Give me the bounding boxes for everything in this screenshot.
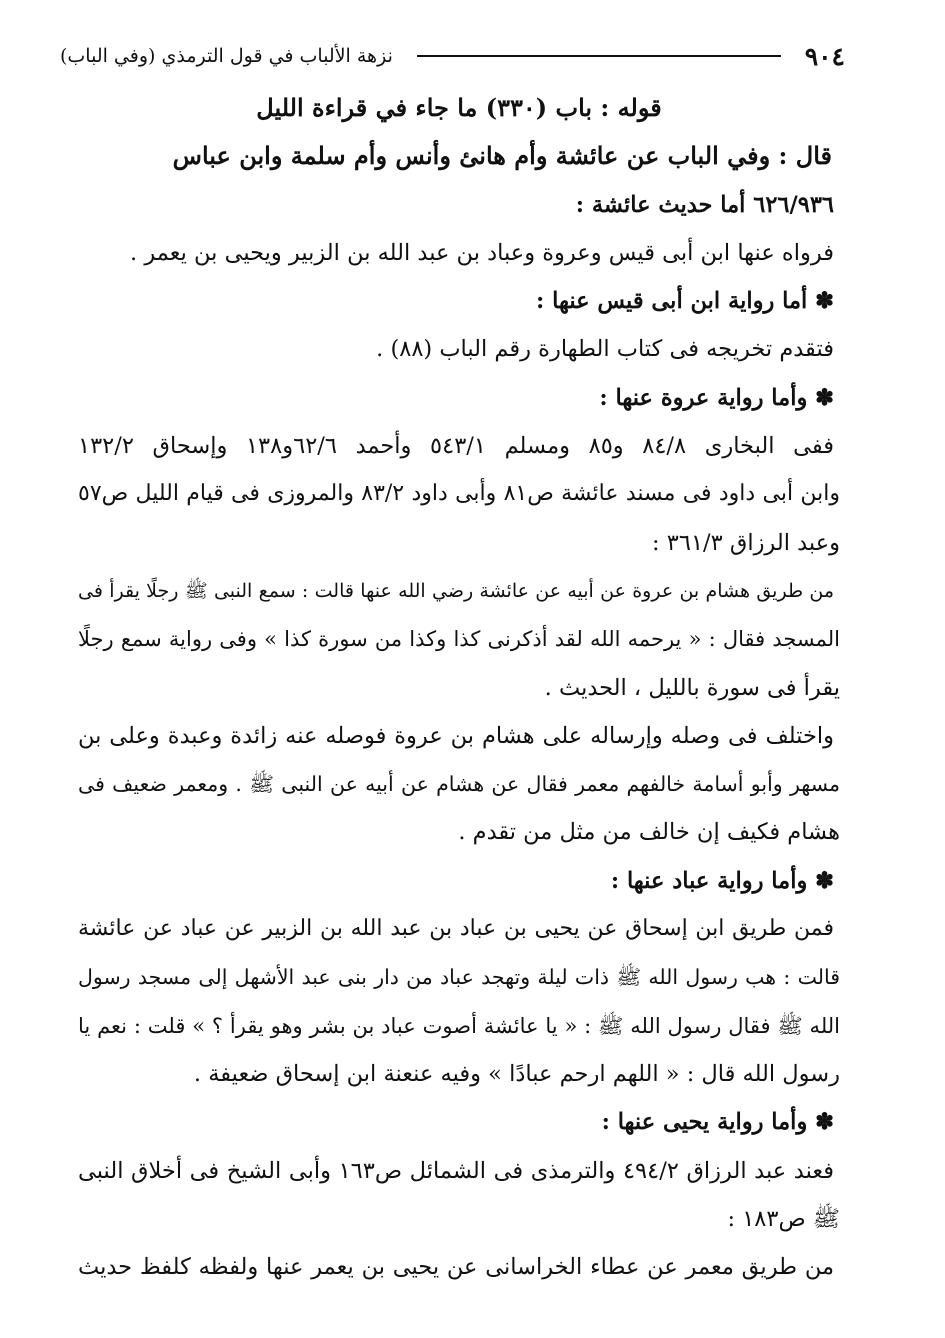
paragraph-line: فمن طريق ابن إسحاق عن يحيى بن عباد بن عبد الله بن الزبير عن عباد عن عائشة: [78, 916, 834, 942]
paragraph-line: ﷺ ص١٨٣ :: [727, 1205, 840, 1232]
paragraph-line: من طريق معمر عن عطاء الخراسانى عن يحيى بن يعمر عنها ولفظه كلفظ حديث: [78, 1254, 834, 1281]
section-heading: ✽ أما رواية ابن أبى قيس عنها :: [535, 288, 834, 315]
paragraph-line: يقرأ فى سورة بالليل ، الحديث .: [544, 674, 840, 701]
qala-line: قال : وفي الباب عن عائشة وأم هانئ وأنس وأم سلمة وابن عباس: [172, 141, 832, 171]
paragraph-line: رسول الله قال : « اللهم ارحم عبادًا » وفيه عنعنة ابن إسحاق ضعيفة .: [193, 1060, 840, 1087]
chapter-heading: قوله : باب (٣٣٠) ما جاء في قراءة الليل: [256, 93, 662, 122]
paragraph-line: واختلف فى وصله وإرساله على هشام بن عروة فوصله عنه زائدة وعبدة وعلى بن: [78, 722, 834, 749]
paragraph-line: مسهر وأبو أسامة خالفهم معمر فقال عن هشام عن أبيه عن النبى ﷺ . ومعمر ضعيف فى: [78, 772, 840, 797]
section-heading: ٦٢٦/٩٣٦ أما حديث عائشة :: [575, 191, 834, 218]
section-heading: ✽ وأما رواية عروة عنها :: [599, 384, 834, 411]
paragraph-line: المسجد فقال : « يرحمه الله لقد أذكرنى كذا وكذا من سورة كذا » وفى رواية سمع رجلًا: [78, 627, 840, 652]
paragraph-line: فعند عبد الرزاق ٤٩٤/٢ والترمذى فى الشمائل ص١٦٣ وأبى الشيخ فى أخلاق النبى: [78, 1157, 834, 1184]
paragraph-line: وابن أبى داود فى مسند عائشة ص٨١ وأبى داود ٨٣/٢ والمروزى فى قيام الليل ص٥٧: [78, 481, 840, 507]
section-heading: ✽ وأما رواية عباد عنها :: [610, 867, 834, 894]
paragraph-line: الله ﷺ فقال رسول الله ﷺ : « يا عائشة أصوت عباد بن بشر وهو يقرأ ؟ » قلت : نعم يا: [78, 1013, 840, 1038]
paragraph-line: ففى البخارى ٨٤/٨ و٨٥ ومسلم ٥٤٣/١ وأحمد ٦٢/٦و١٣٨ وإسحاق ١٣٢/٢: [78, 433, 834, 460]
paragraph-line: هشام فكيف إن خالف من مثل من تقدم .: [458, 819, 840, 846]
header-rule: [417, 55, 781, 57]
paragraph-line: من طريق هشام بن عروة عن أبيه عن عائشة رضي الله عنها قالت : سمع النبى ﷺ رجلًا يقرأ فى: [78, 579, 834, 602]
paragraph-line: قالت : هب رسول الله ﷺ ذات ليلة وتهجد عباد من دار بنى عبد الأشهل إلى مسجد رسول: [78, 965, 840, 990]
running-title: نزهة الألباب في قول الترمذي (وفي الباب): [60, 45, 393, 67]
paragraph-line: وعبد الرزاق ٣٦١/٣ :: [652, 529, 840, 556]
page-number: ٩٠٤: [804, 41, 845, 71]
page-body: [78, 84, 840, 1291]
paragraph-line: فرواه عنها ابن أبى قيس وعروة وعباد بن عبد الله بن الزبير ويحيى بن يعمر .: [130, 239, 834, 266]
page-header: [60, 36, 845, 76]
section-heading: ✽ وأما رواية يحيى عنها :: [601, 1109, 834, 1136]
paragraph-line: فتقدم تخريجه فى كتاب الطهارة رقم الباب (٨٨) .: [376, 336, 834, 363]
